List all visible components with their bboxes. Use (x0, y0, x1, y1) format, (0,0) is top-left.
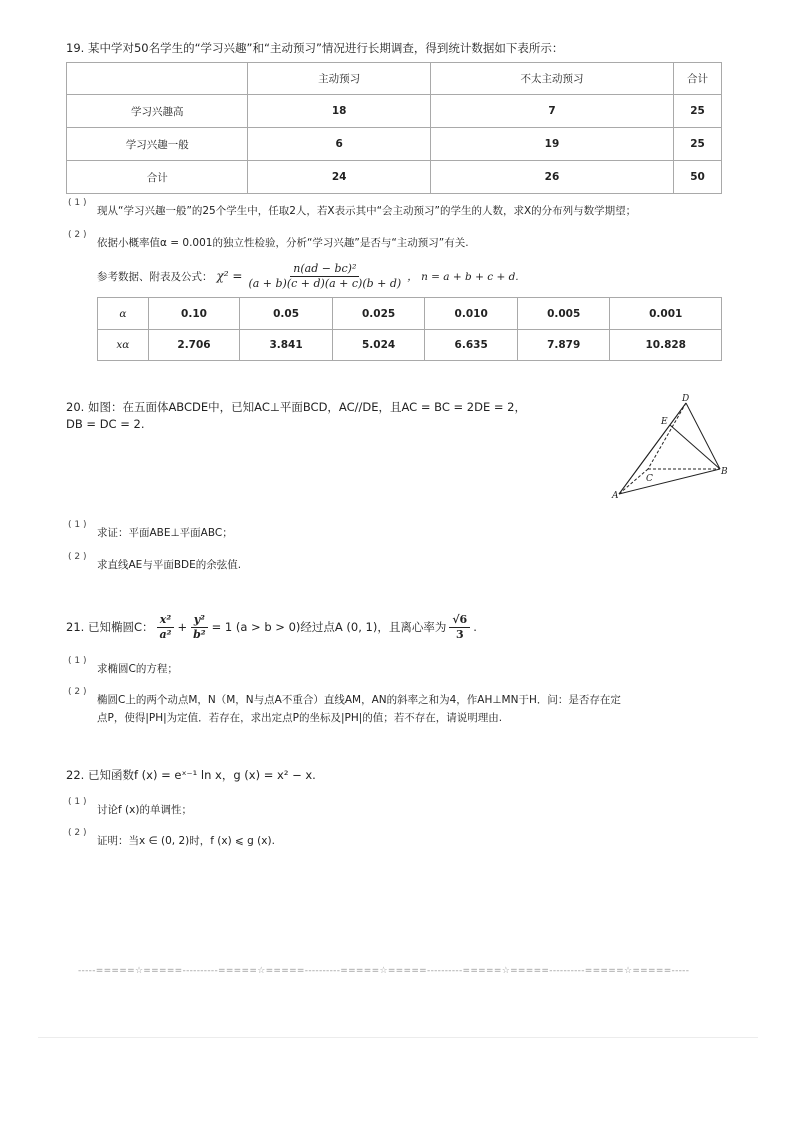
q21-sub2-line2: 点P，使得|PH|为定值．若存在，求出定点P的坐标及|PH|的值；若不存在，请说明理由. (97, 712, 503, 724)
table-cell: 0.010 (425, 298, 518, 330)
table-cell: 18 (248, 95, 430, 128)
q20-sub2-number: ( 2 ) (68, 552, 87, 562)
table-cell: 0.10 (148, 298, 240, 330)
edge-DC (648, 403, 686, 469)
plus-sign: + (177, 620, 188, 634)
table-cell: 24 (248, 161, 430, 194)
reference-label: 参考数据、附表及公式： (97, 270, 213, 283)
vertex-label-A: A (612, 491, 619, 501)
table-row (98, 298, 722, 330)
table-row (67, 128, 722, 161)
table-cell: 26 (430, 161, 673, 194)
pentahedron-figure (608, 392, 738, 504)
table-cell: 5.024 (332, 330, 425, 361)
q21-sub1-number: ( 1 ) (68, 656, 87, 666)
q21-stem-middle: = 1 (a > b > 0)经过点A (0, 1)，且离心率为 (211, 620, 447, 634)
q19-reference-formula (97, 258, 519, 294)
q21-sub2-number: ( 2 ) (68, 687, 87, 697)
critical-value-table (97, 297, 722, 361)
q21-stem (66, 609, 477, 645)
q19-sub1-number: ( 1 ) (68, 198, 87, 208)
page-divider (38, 1037, 758, 1038)
fraction-denominator: 3 (455, 627, 464, 641)
q22-stem: 22. 已知函数f (x) = eˣ⁻¹ ln x，g (x) = x² − x. (66, 768, 316, 782)
table-row (67, 95, 722, 128)
q20-sub1-number: ( 1 ) (68, 520, 87, 530)
q21-stem-prefix: 21. 已知椭圆C： (66, 620, 154, 634)
vertex-label-D: D (682, 394, 690, 404)
alpha-row-label: α (98, 298, 149, 330)
table-cell: 3.841 (240, 330, 333, 361)
fraction-denominator: b² (193, 627, 206, 641)
q20-sub2-text: 求直线AE与平面BDE的余弦值. (97, 559, 242, 571)
table-cell: 19 (430, 128, 673, 161)
q19-sub1-text: 现从“学习兴趣一般”的25个学生中，任取2人，若X表示其中“会主动预习”的学生的人数，求X的分布列与数学期望； (97, 205, 637, 217)
x-alpha-row-label: xα (98, 330, 149, 361)
q22-sub2-number: ( 2 ) (68, 828, 87, 838)
edge-DB (686, 403, 720, 469)
vertex-label-B: B (721, 467, 728, 477)
table-cell: 50 (674, 161, 722, 194)
q20-sub1-text: 求证：平面ABE⊥平面ABC； (97, 527, 233, 539)
eccentricity-fraction (449, 614, 470, 641)
table-cell: 0.05 (240, 298, 333, 330)
y2-over-b2-fraction (190, 614, 209, 641)
q22-sub1-text: 讨论f (x)的单调性； (97, 804, 192, 816)
q20-stem-line1: 20. 如图：在五面体ABCDE中，已知AC⊥平面BCD，AC//DE，且AC = BC = 2DE = 2， (66, 400, 527, 414)
table-cell: 6.635 (425, 330, 518, 361)
table-cell: 10.828 (610, 330, 722, 361)
vertex-label-E: E (661, 417, 668, 427)
chi-square-fraction (245, 263, 404, 290)
q19-sub2-text: 依据小概率值α = 0.001的独立性检验，分析“学习兴趣”是否与“主动预习”有关. (97, 237, 469, 249)
q19-contingency-table (66, 62, 722, 194)
q19-sub2-number: ( 2 ) (68, 230, 87, 240)
table-header-cell (67, 63, 248, 95)
edge-EB (670, 425, 720, 469)
table-cell: 25 (674, 128, 722, 161)
q22-sub1-number: ( 1 ) (68, 797, 87, 807)
row-label: 合计 (67, 161, 248, 194)
fraction-denominator: (a + b)(c + d)(a + c)(b + d) (248, 276, 402, 290)
x2-over-a2-fraction (156, 614, 174, 641)
q21-sub1-text: 求椭圆C的方程； (97, 663, 178, 675)
chi-square-symbol: χ² = (216, 269, 243, 283)
table-cell: 2.706 (148, 330, 240, 361)
table-cell: 25 (674, 95, 722, 128)
vertex-label-C: C (646, 474, 653, 484)
decorative-separator: -----=====☆=====----------=====☆=====----------=====☆=====----------=====☆=====----------=====☆=====----- (78, 966, 690, 976)
q19-stem: 19. 某中学对50名学生的“学习兴趣”和“主动预习”情况进行长期调查，得到统计数据如下表所示： (66, 41, 564, 55)
fraction-numerator: y² (191, 614, 208, 628)
table-row (67, 161, 722, 194)
table-cell: 7.879 (517, 330, 610, 361)
q21-sub2-line1: 椭圆C上的两个动点M，N（M，N与点A不重合）直线AM，AN的斜率之和为4，作AH⊥MN于H．问：是否存在定 (97, 694, 621, 706)
q22-sub2-text: 证明：当x ∈ (0, 2)时，f (x) ⩽ g (x). (97, 835, 275, 847)
table-header-cell: 不太主动预习 (430, 63, 673, 95)
row-label: 学习兴趣一般 (67, 128, 248, 161)
formula-n-definition: ， n = a + b + c + d. (407, 270, 519, 283)
fraction-numerator: x² (157, 614, 174, 628)
q20-stem-line2: DB = DC = 2. (66, 417, 145, 431)
edge-ED (670, 403, 686, 425)
table-header-cell: 主动预习 (248, 63, 430, 95)
fraction-denominator: a² (159, 627, 172, 641)
table-cell: 0.005 (517, 298, 610, 330)
fraction-numerator: n(ad − bc)² (290, 263, 359, 277)
q21-stem-end: . (473, 620, 477, 634)
table-cell: 0.025 (332, 298, 425, 330)
fraction-numerator: √6 (449, 614, 470, 628)
row-label: 学习兴趣高 (67, 95, 248, 128)
table-cell: 7 (430, 95, 673, 128)
table-header-cell: 合计 (674, 63, 722, 95)
table-cell: 6 (248, 128, 430, 161)
table-cell: 0.001 (610, 298, 722, 330)
table-row (98, 330, 722, 361)
